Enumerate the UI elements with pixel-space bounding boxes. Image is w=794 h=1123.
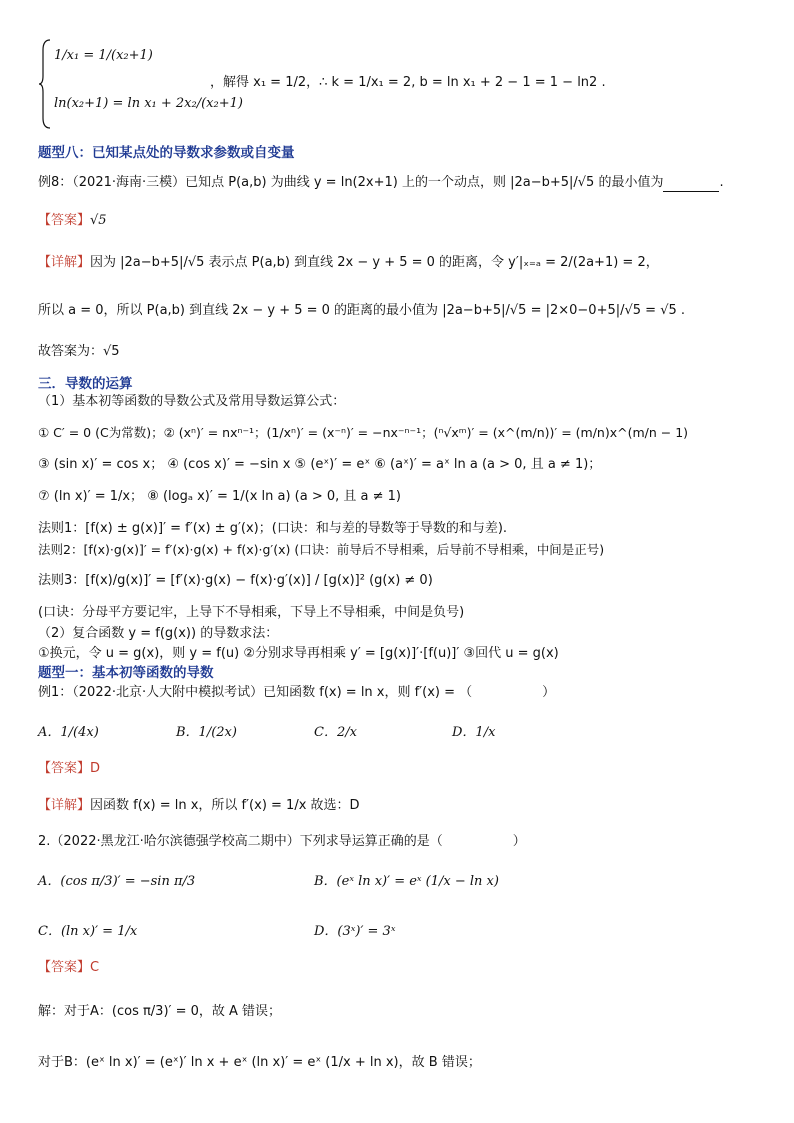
- answer-value: D: [90, 761, 101, 776]
- question-2: [38, 833, 526, 851]
- q2-option-d[interactable]: D．(3ˣ)′ = 3ˣ: [314, 924, 396, 939]
- section3-sub2: （2）复合函数 y = f(g(x)) 的导数求法：: [38, 626, 279, 641]
- solution-a: 解：对于A：(cos π/3)′ = 0，故 A 错误；: [38, 1004, 282, 1019]
- answer-label: 【答案】: [38, 960, 91, 975]
- type1-title: 题型一：基本初等函数的导数: [38, 665, 214, 681]
- composite-method: ①换元，令 u = g(x)，则 y = f(u) ②分别求导再相乘 y′ = [g(x)]′·[f(u)]′ ③回代 u = g(x): [38, 646, 559, 661]
- formula-line-2: ③ (sin x)′ = cos x； ④ (cos x)′ = −sin x ⑤ (eˣ)′ = eˣ ⑥ (aˣ)′ = aˣ ln a (a > 0, 且 a ≠ 1)；: [38, 457, 602, 472]
- q2-option-a[interactable]: A．(cos π/3)′ = −sin π/3: [38, 874, 196, 889]
- option-d[interactable]: D．1/x: [452, 725, 496, 740]
- example8-text: 例8：（2021·海南·三模）已知点 P(a,b) 为曲线 y = ln(2x+1) 上的一个动点，则 |2a−b+5|/√5 的最小值为: [38, 175, 664, 190]
- example1-question: [38, 684, 555, 702]
- example8-detail-2: 所以 a = 0，所以 P(a,b) 到直线 2x − y + 5 = 0 的距离的最小值为 |2a−b+5|/√5 = |2×0−0+5|/√5 = √5 .: [38, 303, 686, 318]
- option-a[interactable]: A．1/(4x): [38, 725, 99, 740]
- rule-2: 法则2：[f(x)·g(x)]′ = f′(x)·g(x) + f(x)·g′(x) (口诀：前导后不导相乘，后导前不导相乘，中间是正号): [38, 542, 605, 557]
- detail-text: 因函数 f(x) = ln x，所以 f′(x) = 1/x 故选：D: [90, 798, 360, 813]
- example1-detail: [38, 797, 360, 815]
- equation-1: 1/x₁ = 1/(x₂+1): [54, 48, 153, 63]
- example1-close: ）: [542, 685, 556, 700]
- rule-1: 法则1：[f(x) ± g(x)]′ = f′(x) ± g′(x)；(口诀：和与差的导数等于导数的和与差).: [38, 521, 508, 536]
- question-2-text: 2.（2022·黑龙江·哈尔滨德强学校高二期中）下列求导运算正确的是（: [38, 834, 443, 849]
- answer-value: √5: [90, 213, 107, 228]
- section3-title: 三．导数的运算: [38, 376, 133, 392]
- rule-3: 法则3：[f(x)/g(x)]′ = [f′(x)·g(x) − f(x)·g′(x)] / [g(x)]² (g(x) ≠ 0): [38, 573, 433, 588]
- detail-text-1: 因为 |2a−b+5|/√5 表示点 P(a,b) 到直线 2x − y + 5 = 0 的距离，令 y′|ₓ₌ₐ = 2/(2a+1) = 2，: [90, 255, 659, 270]
- q2-option-c[interactable]: C．(ln x)′ = 1/x: [38, 924, 138, 939]
- answer-value: C: [90, 960, 100, 975]
- detail-label: 【详解】: [38, 255, 91, 270]
- rule-3-mnemonic: (口诀：分母平方要记牢，上导下不导相乘，下导上不导相乘，中间是负号): [38, 605, 465, 620]
- system-result: ，解得 x₁ = 1/2，∴ k = 1/x₁ = 2, b = ln x₁ + 2 − 1 = 1 − ln2 .: [210, 75, 606, 90]
- question-2-answer: [38, 959, 99, 977]
- formula-line-3: ⑦ (ln x)′ = 1/x； ⑧ (logₐ x)′ = 1/(x ln a) (a > 0, 且 a ≠ 1): [38, 489, 401, 504]
- example8-detail-1: [38, 254, 659, 272]
- type8-title: 题型八：已知某点处的导数求参数或自变量: [38, 145, 295, 161]
- section3-sub1: （1）基本初等函数的导数公式及常用导数运算公式：: [38, 394, 346, 409]
- answer-label: 【答案】: [38, 761, 91, 776]
- option-b[interactable]: B．1/(2x): [176, 725, 237, 740]
- example8-detail-3: 故答案为：√5: [38, 344, 120, 359]
- example1-answer: [38, 760, 100, 778]
- example8-question: 例8：（2021·海南·三模）已知点 P(a,b) 为曲线 y = ln(2x+1) 上的一个动点，则 |2a−b+5|/√5 的最小值为 .: [38, 175, 724, 190]
- example8-answer: [38, 212, 107, 230]
- question-2-close: ）: [512, 834, 526, 849]
- formula-line-1: ① C′ = 0 (C为常数)；② (xⁿ)′ = nxⁿ⁻¹；(1/xⁿ)′ = (x⁻ⁿ)′ = −nx⁻ⁿ⁻¹；(ⁿ√xᵐ)′ = (x^(m/n))′ = (m/n)x^(m/n − 1): [38, 425, 689, 440]
- answer-blank: [663, 177, 719, 192]
- q2-option-b[interactable]: B．(eˣ ln x)′ = eˣ (1/x − ln x): [314, 874, 499, 889]
- equation-2: ln(x₂+1) = ln x₁ + 2x₂/(x₂+1): [54, 96, 243, 111]
- example1-text: 例1：（2022·北京·人大附中模拟考试）已知函数 f(x) = ln x，则 f′(x) = （: [38, 685, 473, 700]
- option-c[interactable]: C．2/x: [314, 725, 357, 740]
- answer-label: 【答案】: [38, 213, 91, 228]
- left-brace-icon: [38, 38, 52, 130]
- solution-b: 对于B：(eˣ ln x)′ = (eˣ)′ ln x + eˣ (ln x)′ = eˣ (1/x + ln x)，故 B 错误；: [38, 1055, 481, 1070]
- detail-label: 【详解】: [38, 798, 91, 813]
